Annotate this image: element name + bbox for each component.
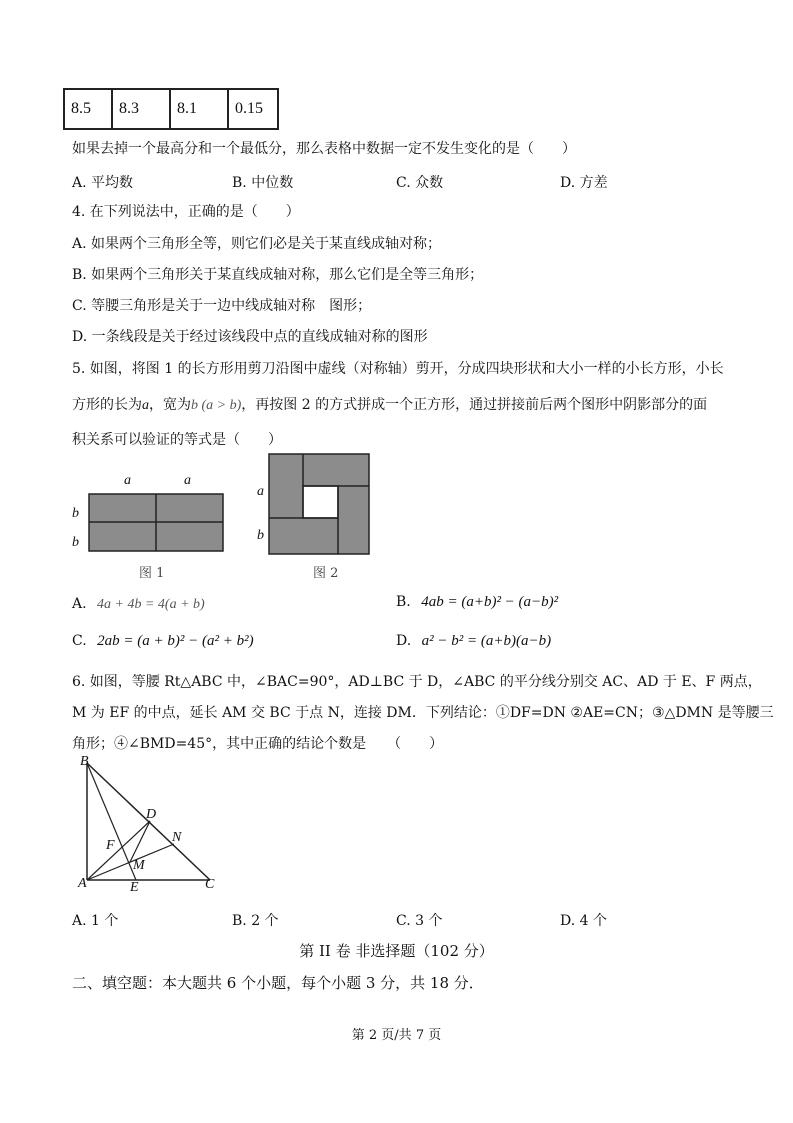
point-a-label: A	[78, 876, 87, 891]
table-cell: 8.5	[64, 89, 112, 129]
q6-option-b: B. 2 个	[232, 913, 279, 929]
var-a: a	[142, 398, 149, 413]
table-cell: 8.1	[170, 89, 228, 129]
score-table	[63, 88, 279, 130]
option-expr: 2ab = (a + b)² − (a² + b²)	[97, 633, 254, 649]
q3-option-b: B. 中位数	[232, 175, 294, 191]
option-letter: B.	[396, 594, 411, 610]
fig1-label-a: a	[124, 473, 131, 488]
fig1-label-a: a	[184, 473, 191, 488]
q5-text: ，宽为	[149, 397, 191, 413]
q3-option-d: D. 方差	[560, 175, 608, 191]
q5-option-a	[72, 596, 205, 613]
q6-line2: M 为 EF 的中点，延长 AM 交 BC 于点 N，连接 DM．下列结论：①DF=DN ②AE=CN；③△DMN 是等腰三	[72, 705, 774, 721]
q5-option-d	[396, 633, 551, 650]
point-c-label: C	[205, 877, 215, 892]
q6-line1: 6. 如图，等腰 Rt△ABC 中，∠BAC=90°，AD⊥BC 于 D，∠ABC 的平分线分别交 AC、AD 于 E、F 两点，	[72, 674, 762, 690]
section-title: 第 II 卷 非选择题（102 分）	[299, 942, 494, 960]
fig1-label-b: b	[72, 535, 79, 550]
option-expr: a² − b² = (a+b)(a−b)	[421, 633, 552, 649]
q5-text: 方形的长为	[72, 397, 142, 413]
q6-line3: 角形；④∠BMD=45°，其中正确的结论个数是 （ ）	[72, 736, 444, 752]
q6-option-a: A. 1 个	[72, 913, 119, 929]
q3-option-a: A. 平均数	[72, 175, 134, 191]
fig2-label-a: a	[257, 484, 264, 499]
page-footer: 第 2 页/共 7 页	[351, 1028, 442, 1043]
option-letter: D.	[396, 633, 412, 649]
option-letter: C.	[72, 633, 87, 649]
var-b-condition: b (a > b)	[191, 398, 242, 413]
fig1-caption: 图 1	[139, 566, 165, 581]
point-f-label: F	[106, 838, 115, 853]
q5-text: ，再按图 2 的方式拼成一个正方形，通过拼接前后两个图形中阴影部分的面	[241, 397, 708, 413]
q3-stem: 如果去掉一个最高分和一个最低分，那么表格中数据一定不发生变化的是（ ）	[72, 141, 576, 157]
q5-option-b	[396, 594, 558, 611]
point-m-label: M	[133, 858, 145, 873]
option-expr: 4a + 4b = 4(a + b)	[97, 597, 205, 612]
table-cell: 8.3	[112, 89, 170, 129]
q4-option-a: A. 如果两个三角形全等，则它们必是关于某直线成轴对称；	[72, 236, 442, 252]
option-expr: 4ab = (a+b)² − (a−b)²	[421, 594, 559, 610]
point-e-label: E	[130, 880, 139, 895]
option-letter: A.	[72, 596, 87, 612]
q4-option-b: B. 如果两个三角形关于某直线成轴对称，那么它们是全等三角形；	[72, 267, 484, 283]
q5-line1: 5. 如图，将图 1 的长方形用剪刀沿图中虚线（对称轴）剪开，分成四块形状和大小一样的小长方形，小长	[72, 361, 724, 377]
point-d-label: D	[146, 807, 157, 822]
point-b-label: B	[80, 754, 89, 769]
q3-option-c: C. 众数	[396, 175, 444, 191]
q6-option-c: C. 3 个	[396, 913, 443, 929]
q5-option-c	[72, 633, 254, 650]
table-cell: 0.15	[228, 89, 278, 129]
part2-heading: 二、填空题：本大题共 6 个小题，每个小题 3 分，共 18 分．	[72, 974, 484, 992]
q4-stem: 4. 在下列说法中，正确的是（ ）	[72, 204, 300, 220]
q6-option-d: D. 4 个	[560, 913, 607, 929]
point-n-label: N	[172, 830, 182, 845]
fig2-caption: 图 2	[313, 566, 339, 581]
fig1-label-b: b	[72, 506, 79, 521]
q5-line2	[72, 396, 707, 415]
q5-line3: 积关系可以验证的等式是（ ）	[72, 432, 282, 448]
fig2-label-b: b	[257, 528, 264, 543]
q4-option-c: C. 等腰三角形是关于一边中线成轴对称 图形；	[72, 298, 372, 314]
q4-option-d: D. 一条线段是关于经过该线段中点的直线成轴对称的图形	[72, 329, 428, 345]
